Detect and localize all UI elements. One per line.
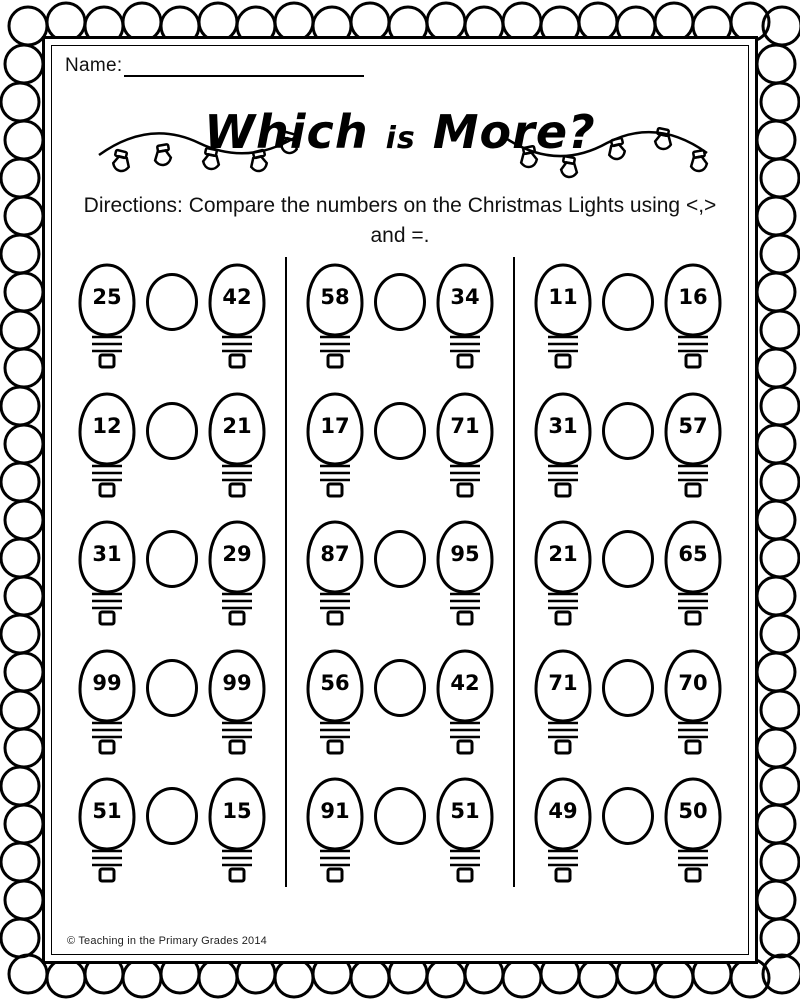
answer-circle[interactable] [146,787,198,845]
problem-row [287,257,513,373]
answer-circle[interactable] [602,530,654,588]
light-bulb-left [304,516,366,628]
answer-circle[interactable] [602,273,654,331]
number-value: 57 [678,413,708,438]
light-bulb-left [304,645,366,757]
number-value: 42 [222,285,252,309]
light-bulb-right [434,773,496,885]
number-value: 12 [92,413,122,438]
problem-column-2 [285,257,513,887]
problem-row [59,514,285,630]
problem-row [515,257,741,373]
number-value: 25 [92,285,122,309]
answer-circle[interactable] [602,787,654,845]
name-label: Name: [65,55,123,76]
directions-text: Directions: Compare the numbers on the Christmas Lights using <,> and =. [83,194,717,247]
light-bulb-right [206,388,268,500]
problem-row [287,771,513,887]
name-field[interactable] [65,55,364,77]
name-write-line[interactable] [124,57,364,77]
light-bulb-right [206,259,268,371]
light-bulb-left [532,645,594,757]
problem-row [287,514,513,630]
number-value: 21 [222,413,252,438]
light-bulb-left [76,388,138,500]
number-value: 65 [678,542,708,566]
number-value: 70 [678,670,708,695]
light-bulb-right [206,773,268,885]
problem-row [515,514,741,630]
number-value: 71 [450,413,480,438]
light-bulb-left [304,259,366,371]
number-value: 42 [450,670,480,695]
answer-circle[interactable] [374,402,426,460]
answer-circle[interactable] [146,530,198,588]
problem-column-1 [59,257,285,887]
answer-circle[interactable] [374,659,426,717]
light-bulb-left [532,388,594,500]
answer-circle[interactable] [374,273,426,331]
problem-row [59,771,285,887]
number-value: 51 [92,799,122,823]
number-value: 99 [92,670,122,695]
page-title-part3: More? [432,105,596,159]
problem-row [59,643,285,759]
number-value: 50 [678,799,708,823]
light-bulb-right [434,388,496,500]
light-bulb-right [434,645,496,757]
number-value: 99 [222,670,252,695]
light-bulb-right [662,773,724,885]
number-value: 95 [450,542,480,566]
number-value: 15 [222,799,252,823]
number-value: 87 [320,542,350,566]
number-value: 31 [92,542,122,566]
answer-circle[interactable] [602,402,654,460]
problem-row [59,386,285,502]
light-bulb-left [304,773,366,885]
number-value: 17 [320,413,350,438]
problem-row [515,643,741,759]
answer-circle[interactable] [602,659,654,717]
title-banner [59,95,741,185]
light-bulb-left [76,516,138,628]
number-value: 56 [320,670,350,695]
problem-column-3 [513,257,741,887]
number-value: 29 [222,542,252,566]
answer-circle[interactable] [374,530,426,588]
problem-row [59,257,285,373]
light-bulb-right [206,645,268,757]
light-bulb-left [532,259,594,371]
worksheet-frame [42,36,758,964]
light-bulb-right [206,516,268,628]
light-bulb-left [532,773,594,885]
number-value: 31 [548,413,578,438]
number-value: 16 [678,285,708,309]
light-bulb-left [76,259,138,371]
light-bulb-left [76,645,138,757]
answer-circle[interactable] [146,402,198,460]
light-bulb-left [304,388,366,500]
answer-circle[interactable] [146,273,198,331]
page-title [59,105,741,159]
light-bulb-left [532,516,594,628]
number-value: 21 [548,542,578,566]
number-value: 51 [450,799,480,823]
light-bulb-right [662,516,724,628]
answer-circle[interactable] [374,787,426,845]
page-title-part1: Which [204,105,369,159]
number-value: 34 [450,285,480,309]
light-bulb-right [662,259,724,371]
answer-circle[interactable] [146,659,198,717]
light-bulb-right [434,259,496,371]
problem-row [287,643,513,759]
problem-row [515,386,741,502]
problem-row [515,771,741,887]
page-title-part2: is [385,121,416,156]
number-value: 58 [320,285,350,309]
problem-row [287,386,513,502]
copyright-footer: © Teaching in the Primary Grades 2014 [67,935,267,947]
light-bulb-right [662,645,724,757]
problem-grid [59,257,741,887]
light-bulb-right [662,388,724,500]
light-bulb-right [434,516,496,628]
number-value: 11 [548,285,578,309]
number-value: 49 [548,799,578,823]
number-value: 91 [320,799,350,823]
number-value: 71 [548,670,578,695]
light-bulb-left [76,773,138,885]
